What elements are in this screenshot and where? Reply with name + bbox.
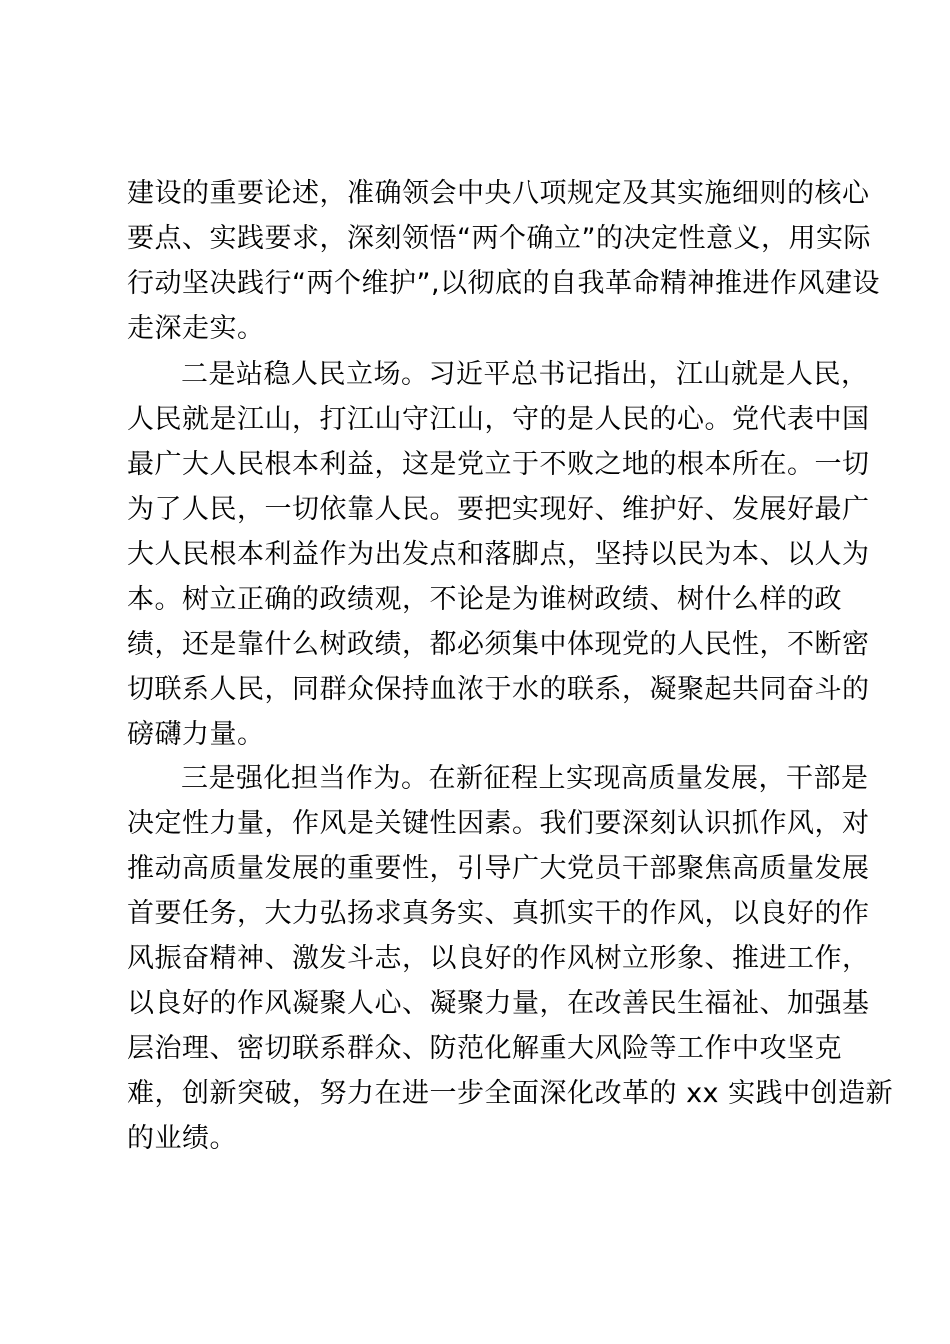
- paragraph-line: 以良好的作风凝聚人心、凝聚力量，在改善民生福祉、加强基: [127, 988, 870, 1019]
- paragraph-2: [127, 352, 870, 757]
- paragraph-line: 人民就是江山，打江山守江山，守的是人民的心。党代表中国: [127, 404, 870, 435]
- paragraph-line: 要点、实践要求，深刻领悟“两个确立”的决定性意义，用实际: [127, 223, 871, 254]
- paragraph-line: 建设的重要论述，准确领会中央八项规定及其实施细则的核心: [127, 178, 870, 209]
- paragraph-line: 三是强化担当作为。在新征程上实现高质量发展，干部是: [181, 763, 869, 794]
- paragraph-line: 行动坚决践行“两个维护”,以彻底的自我革命精神推进作风建设: [127, 268, 881, 299]
- paragraph-1: [127, 171, 881, 351]
- paragraph-line: 决定性力量，作风是关键性因素。我们要深刻认识抓作风，对: [127, 808, 870, 839]
- paragraph-line: 切联系人民，同群众保持血浓于水的联系，凝聚起共同奋斗的: [127, 674, 870, 705]
- paragraph-line: 本。树立正确的政绩观，不论是为谁树政绩、树什么样的政: [127, 584, 842, 615]
- paragraph-line: 首要任务，大力弘扬求真务实、真抓实干的作风，以良好的作: [127, 898, 870, 929]
- paragraph-line: 推动高质量发展的重要性，引导广大党员干部聚焦高质量发展: [127, 853, 870, 884]
- paragraph-line: 走深走实。: [127, 313, 265, 344]
- paragraph-3: [127, 756, 894, 1161]
- paragraph-line: 大人民根本利益作为出发点和落脚点，坚持以民为本、以人为: [127, 539, 870, 570]
- paragraph-line: 难，创新突破，努力在进一步全面深化改革的 xx 实践中创造新: [127, 1078, 894, 1109]
- paragraph-line: 风振奋精神、激发斗志，以良好的作风树立形象、推进工作，: [127, 943, 870, 974]
- paragraph-line: 绩，还是靠什么树政绩，都必须集中体现党的人民性，不断密: [127, 629, 870, 660]
- paragraph-line: 的业绩。: [127, 1123, 237, 1154]
- paragraph-line: 为了人民，一切依靠人民。要把实现好、维护好、发展好最广: [127, 494, 870, 525]
- paragraph-line: 层治理、密切联系群众、防范化解重大风险等工作中攻坚克: [127, 1033, 842, 1064]
- paragraph-line: 最广大人民根本利益，这是党立于不败之地的根本所在。一切: [127, 449, 870, 480]
- paragraph-line: 二是站稳人民立场。习近平总书记指出，江山就是人民，: [181, 359, 869, 390]
- paragraph-line: 磅礴力量。: [127, 719, 265, 750]
